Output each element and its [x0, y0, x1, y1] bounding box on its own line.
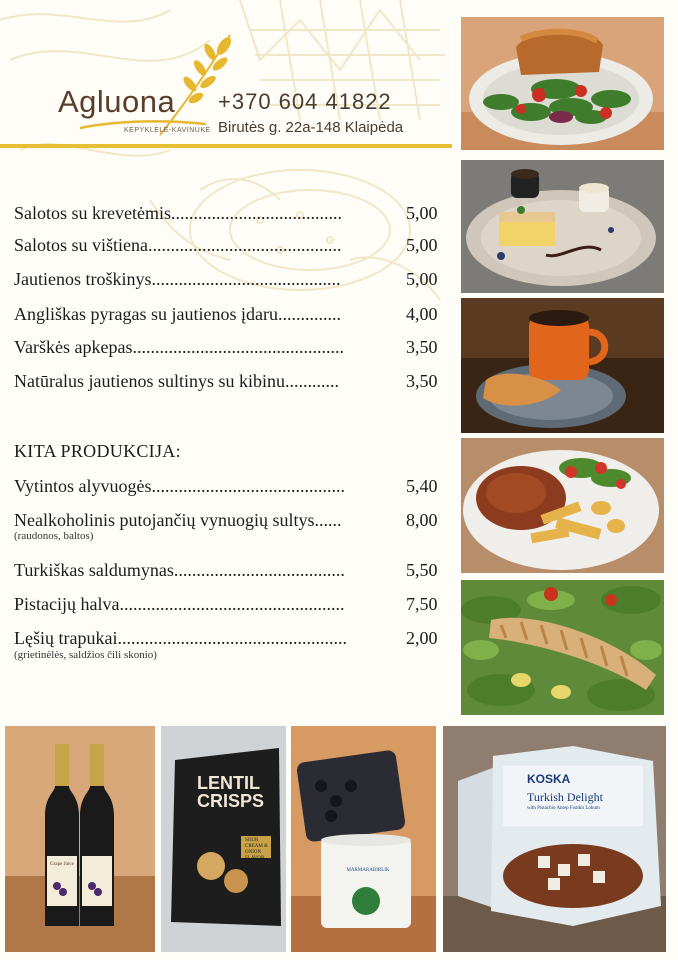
item-price: 5,40	[406, 476, 438, 496]
photo-soup-pastry	[461, 298, 664, 433]
item-name: Vytintos alyvuogės	[14, 476, 152, 496]
item-name: Salotos su krevetėmis	[14, 203, 171, 223]
item-dots: ...........................................	[148, 235, 342, 255]
item-dots: ............	[284, 371, 339, 391]
olive-brand: MARMARABIRLIK	[346, 868, 390, 873]
menu-item	[14, 304, 438, 325]
item-dots: ......	[314, 510, 342, 530]
menu-item	[14, 203, 438, 224]
address: Birutės g. 22a-148 Klaipėda	[218, 119, 404, 136]
menu-item	[14, 235, 438, 256]
logo-subtitle: KEPYKLĖLĖ-KAVINUKĖ	[124, 127, 211, 134]
item-price: 7,50	[406, 594, 438, 614]
item-name: Varškės apkepas	[14, 337, 133, 357]
item-name: Lęšių trapukai	[14, 628, 118, 648]
delight-label: Turkish Delight	[527, 790, 603, 804]
menu-item	[14, 628, 438, 649]
item-note: (raudonos, baltos)	[14, 530, 94, 542]
delight-brand: KOSKA	[527, 772, 571, 786]
phone-number[interactable]: +370 604 41822	[218, 89, 392, 114]
item-price: 2,00	[406, 628, 438, 648]
item-name: Nealkoholinis putojančių vynuogių sultys	[14, 510, 315, 530]
photo-chicken-salad	[461, 580, 664, 715]
photo-grape-juice	[5, 726, 155, 952]
item-name: Pistacijų halva	[14, 594, 120, 614]
item-name: Natūralus jautienos sultinys su kibinu	[14, 371, 285, 391]
juice-label: Grape Juice	[50, 862, 74, 867]
item-name: Angliškas pyragas su jautienos įdaru	[14, 304, 278, 324]
menu-item	[14, 594, 438, 615]
photo-olives	[291, 726, 436, 952]
item-dots: ......................................	[170, 203, 342, 223]
item-price: 5,00	[406, 235, 438, 255]
item-price: 5,50	[406, 560, 438, 580]
crisps-flavor: SOUR CREAM & ONION FLAVOR	[245, 838, 268, 861]
menu-item	[14, 510, 438, 531]
item-note: (grietinėlės, saldžios čili skonio)	[14, 649, 157, 661]
item-dots: ..........................................	[151, 269, 341, 289]
item-name: Salotos su vištiena	[14, 235, 148, 255]
item-price: 8,00	[406, 510, 438, 530]
item-dots: ..................................................	[119, 594, 345, 614]
photo-curd-bake	[461, 160, 664, 293]
photo-turkish-delight	[443, 726, 666, 952]
item-price: 3,50	[406, 371, 438, 391]
menu-item	[14, 269, 438, 290]
item-dots: ......................................	[173, 560, 345, 580]
menu-item	[14, 560, 438, 581]
photo-lentil-crisps	[161, 726, 286, 952]
item-price: 4,00	[406, 304, 438, 324]
item-name: Turkiškas saldumynas	[14, 560, 174, 580]
crisps-label: LENTIL CRISPS	[197, 773, 265, 811]
photo-stew-potatoes	[461, 438, 664, 573]
delight-sub: with Pistachio Antep Fıstıklı Lokum	[527, 806, 600, 811]
item-dots: ...........................................	[151, 476, 345, 496]
item-dots: ..............	[277, 304, 341, 324]
menu-item	[14, 371, 438, 392]
section-title: KITA PRODUKCIJA:	[14, 441, 181, 461]
item-price: 5,00	[406, 203, 438, 223]
menu-item	[14, 476, 438, 497]
item-dots: ...................................................	[117, 628, 347, 648]
item-price: 3,50	[406, 337, 438, 357]
item-dots: ...............................................	[132, 337, 344, 357]
logo	[58, 36, 211, 146]
photo-pie-salad	[461, 17, 664, 150]
header-divider	[0, 144, 452, 148]
logo-text: Agluona	[58, 84, 176, 119]
item-name: Jautienos troškinys	[14, 269, 152, 289]
menu-item	[14, 337, 438, 358]
item-price: 5,00	[406, 269, 438, 289]
